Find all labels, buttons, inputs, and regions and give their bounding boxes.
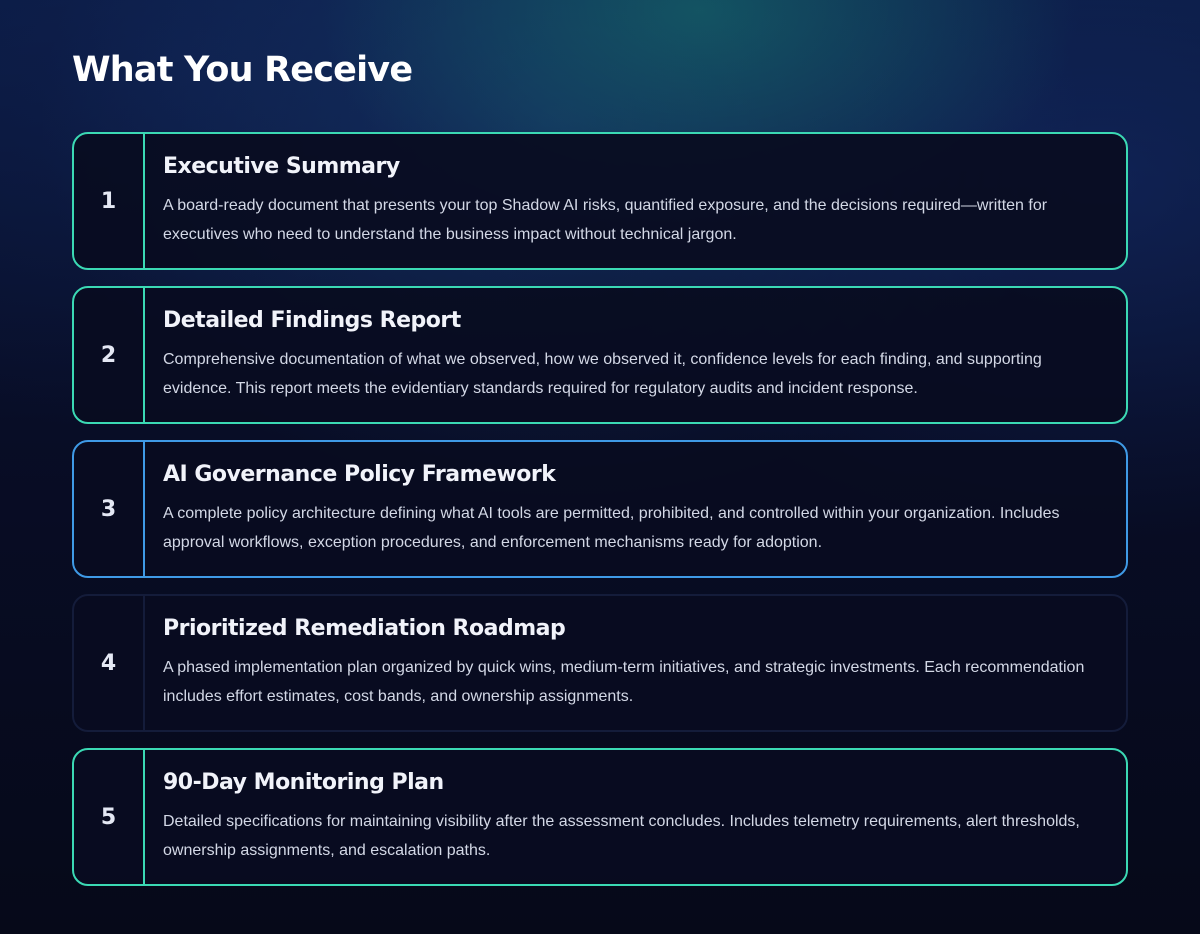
deliverable-description: A board-ready document that presents your top Shadow AI risks, quantified exposure, and the decisions required—written for executives who need to understand the business impact without technical jargon. — [163, 197, 1048, 243]
deliverable-body — [145, 750, 1126, 884]
deliverable-description: Detailed specifications for maintaining visibility after the assessment concludes. Includes telemetry requirements, alert thresholds, ownership assignments, and escalation paths. — [163, 813, 1080, 859]
deliverables-list — [72, 132, 1128, 902]
page-title: What You Receive — [72, 50, 413, 90]
deliverable-card-ai-governance-policy-framework — [72, 440, 1128, 578]
deliverable-body — [145, 442, 1126, 576]
deliverable-description: Comprehensive documentation of what we observed, how we observed it, confidence levels for each finding, and supporting evidence. This report meets the evidentiary standards required for regulatory audits and incident response. — [163, 351, 1042, 397]
deliverable-description: A complete policy architecture defining what AI tools are permitted, prohibited, and controlled within your organization. Includes approval workflows, exception procedures, and enforcement mechanisms ready for adoption. — [163, 505, 1060, 551]
deliverable-title: Detailed Findings Report — [163, 308, 461, 333]
deliverable-body — [145, 596, 1126, 730]
deliverable-number: 2 — [74, 288, 145, 422]
deliverable-number: 3 — [74, 442, 145, 576]
deliverable-description: A phased implementation plan organized by quick wins, medium-term initiatives, and strategic investments. Each recommendation includes effort estimates, cost bands, and ownership assignments. — [163, 659, 1085, 705]
deliverable-number: 4 — [74, 596, 145, 730]
deliverable-body — [145, 288, 1126, 422]
deliverable-card-executive-summary — [72, 132, 1128, 270]
deliverable-number: 1 — [74, 134, 145, 268]
deliverable-title: AI Governance Policy Framework — [163, 462, 556, 487]
deliverable-card-90-day-monitoring-plan — [72, 748, 1128, 886]
deliverable-card-prioritized-remediation-roadmap — [72, 594, 1128, 732]
deliverable-title: Prioritized Remediation Roadmap — [163, 616, 566, 641]
deliverable-card-detailed-findings-report — [72, 286, 1128, 424]
deliverable-body — [145, 134, 1126, 268]
deliverable-title: 90-Day Monitoring Plan — [163, 770, 444, 795]
deliverable-title: Executive Summary — [163, 154, 400, 179]
deliverable-number: 5 — [74, 750, 145, 884]
